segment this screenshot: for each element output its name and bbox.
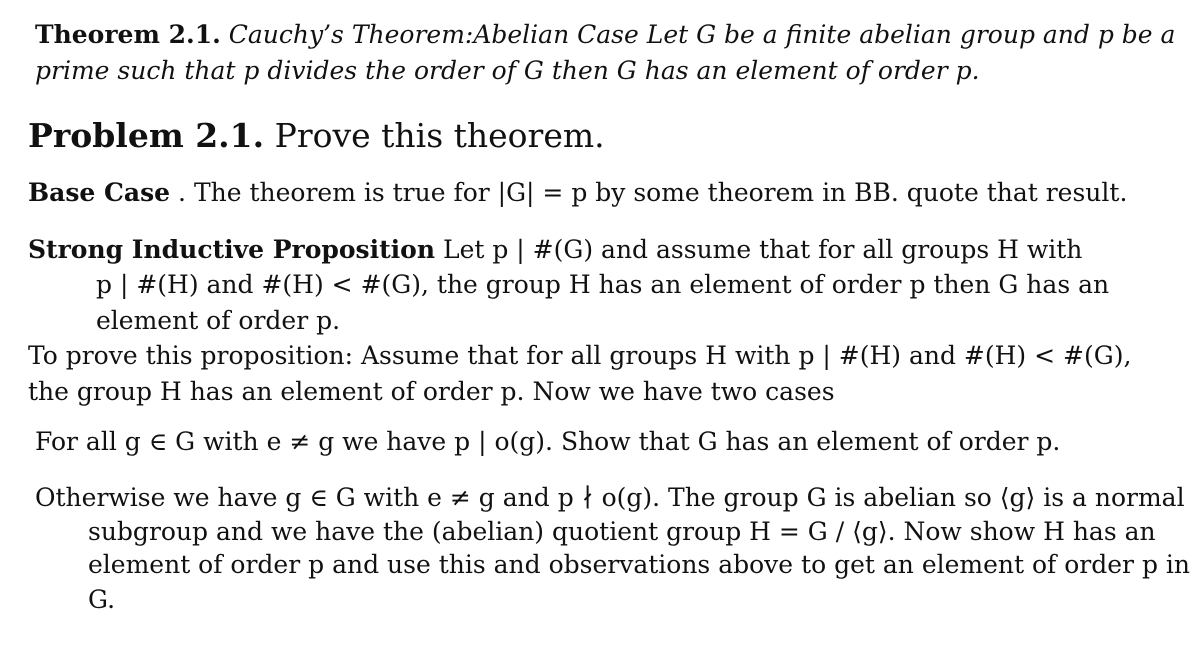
strong-inductive-text-2: p | #(H) and #(H) < #(G), the group H has an element of order p then G has an <box>96 270 1110 299</box>
strong-inductive-text-1: Let p | #(G) and assume that for all groups H with <box>442 235 1083 264</box>
problem-label: Problem 2.1. <box>28 116 265 155</box>
base-case-text: . The theorem is true for |G| = p by some theorem in BB. quote that result. <box>178 178 1128 207</box>
problem-heading <box>28 116 605 155</box>
theorem-line-1 <box>35 20 1175 49</box>
case-2-text-4: G. <box>88 585 116 614</box>
prove-text-2: the group H has an element of order p. Now we have two cases <box>28 377 835 406</box>
case-2-text-2: subgroup and we have the (abelian) quotient group H = G / ⟨g⟩. Now show H has an <box>88 517 1156 546</box>
theorem-text-1: Cauchy’s Theorem:Abelian Case Let G be a finite abelian group and p be a <box>228 20 1176 49</box>
theorem-label: Theorem 2.1. <box>35 20 221 49</box>
theorem-text-2: prime such that p divides the order of G then G has an element of order p. <box>35 56 980 85</box>
problem-text: Prove this theorem. <box>274 116 605 155</box>
strong-inductive-text-3: element of order p. <box>96 306 341 335</box>
case-1-text: For all g ∈ G with e ≠ g we have p | o(g). Show that G has an element of order p. <box>35 427 1061 456</box>
case-2-text-1: Otherwise we have g ∈ G with e ≠ g and p ∤ o(g). The group G is abelian so ⟨g⟩ is a normal <box>35 483 1185 512</box>
prove-text-1: To prove this proposition: Assume that for all groups H with p | #(H) and #(H) < #(G), <box>28 341 1132 370</box>
base-case-label: Base Case <box>28 178 171 207</box>
strong-inductive-label: Strong Inductive Proposition <box>28 235 436 264</box>
case-2-text-3: element of order p and use this and observations above to get an element of order p in <box>88 550 1191 579</box>
base-case-line <box>28 178 1127 207</box>
strong-inductive-line-1 <box>28 235 1082 264</box>
